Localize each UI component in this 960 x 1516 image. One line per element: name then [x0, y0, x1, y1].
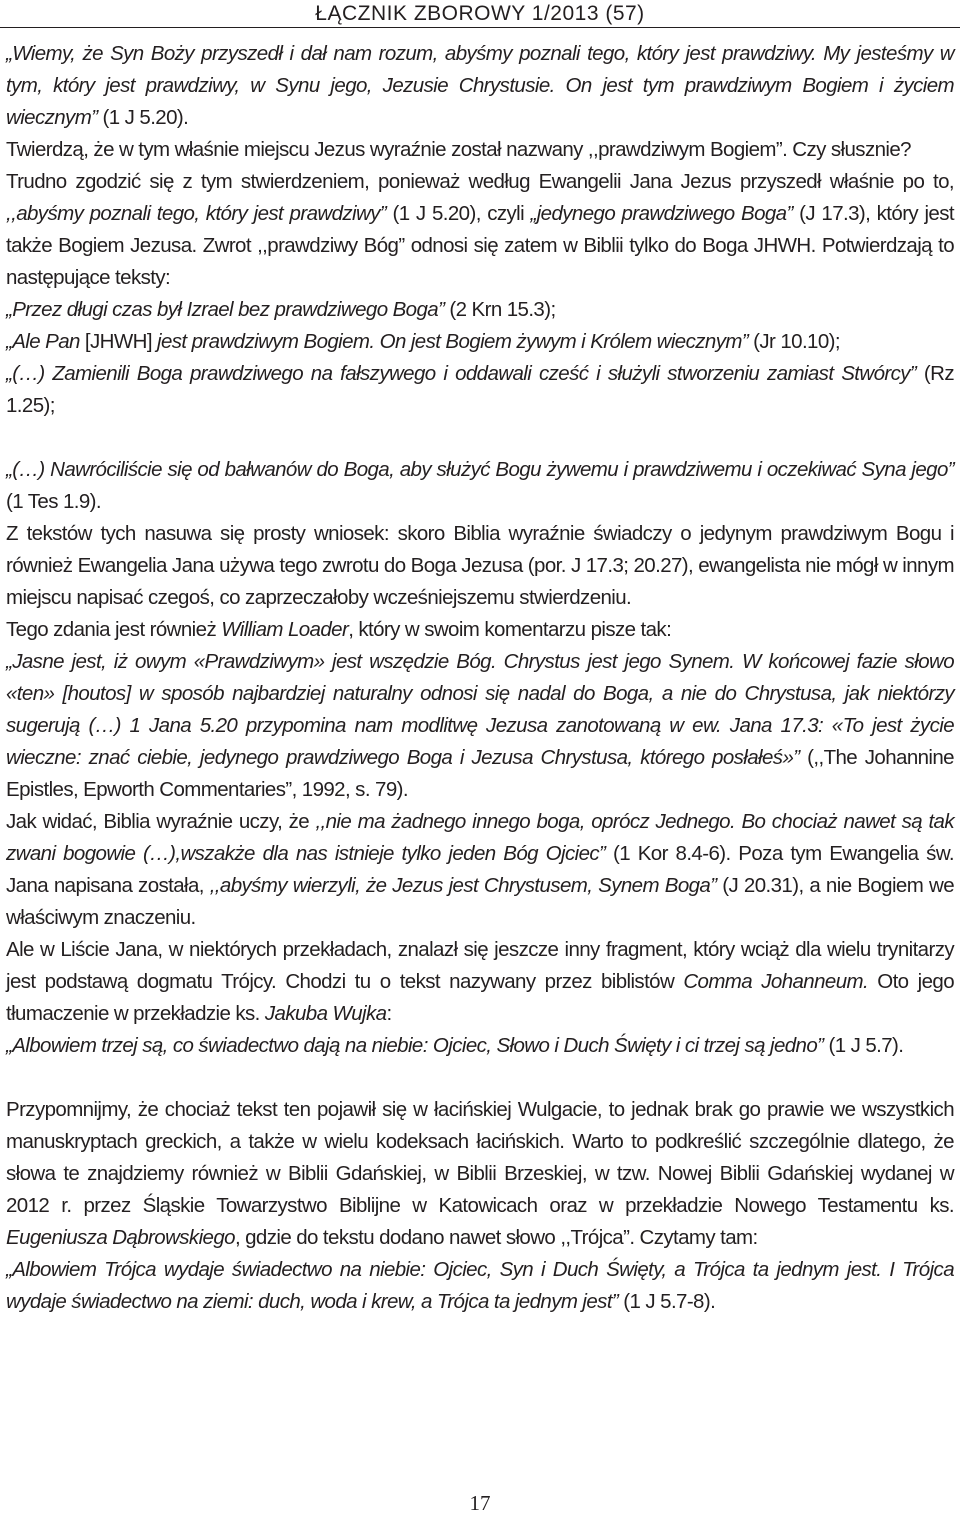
body-text: Twierdzą, że w tym właśnie miejscu Jezus wyraźnie został nazwany ,,prawdziwym Bogiem”. Czy słusznie? [6, 138, 911, 161]
body-text: Jak widać, Biblia wyraźnie uczy, że [6, 810, 316, 833]
body-text: (Jr 10.10); [748, 330, 840, 353]
paragraph-spacer [6, 1062, 954, 1094]
paragraph [6, 518, 954, 614]
quote-text: „(…) Zamienili Boga prawdziwego na fałszywego i oddawali cześć i służyli stworzeniu zamiast Stwórcy” [6, 362, 917, 385]
body-text: (1 J 5.7-8). [618, 1290, 716, 1313]
body-text: : [386, 1002, 392, 1025]
body-text: Trudno zgodzić się z tym stwierdzeniem, ponieważ według Ewangelii Jana Jezus przyszedł właśnie po to, [6, 170, 954, 193]
quote-text: „(…) Nawróciliście się od bałwanów do Boga, aby służyć Bogu żywemu i prawdziwemu i oczekiwać Syna jego” [6, 458, 954, 481]
quote-text: „Albowiem trzej są, co świadectwo dają na niebie: Ojciec, Słowo i Duch Święty i ci trzej są jedno” [6, 1034, 824, 1057]
paragraph [6, 1030, 954, 1062]
article-body [6, 38, 954, 1318]
quote-text: „Ale Pan [6, 330, 80, 353]
body-text: (1 Tes 1.9). [6, 490, 101, 513]
paragraph [6, 38, 954, 134]
body-text: Tego zdania jest również [6, 618, 222, 641]
paragraph-spacer [6, 422, 954, 454]
body-text: , gdzie do tekstu dodano nawet słowo ,,Trójca”. Czytamy tam: [234, 1226, 758, 1249]
quote-text: ,,abyśmy wierzyli, że Jezus jest Chrystusem, Synem Boga” [209, 874, 717, 897]
quote-text: „Jasne jest, iż owym «Prawdziwym» jest wszędzie Bóg. Chrystus jest jego Synem. W końcowej fazie słowo «ten» [houtos] w sposób najbardziej naturalny odnosi się nadal do Boga, a nie do Chrystusa, jak niektórzy sugerują (…) 1 Jana 5.20 przypomina nam modlitwę Jezusa zanotowaną w ew. Jana 17.3: «To jest życie wieczne: znać ciebie, jedynego prawdziwego Boga i Jezusa Chrystusa, którego posłałeś»” [6, 650, 954, 769]
paragraph [6, 358, 954, 422]
quote-text: „jedynego prawdziwego Boga” [530, 202, 793, 225]
paragraph [6, 1094, 954, 1254]
quote-text: „Wiemy, że Syn Boży przyszedł i dał nam rozum, abyśmy poznali tego, który jest prawdziwy. My jesteśmy w tym, który jest prawdziwy, w Synu jego, Jezusie Chrystusie. On jest tym prawdziwym Bogiem i życiem wiecznym” [6, 42, 954, 129]
body-text: [JHWH] [79, 330, 158, 353]
paragraph [6, 294, 954, 326]
paragraph [6, 934, 954, 1030]
header-rule [0, 27, 960, 28]
quote-text: Eugeniusza Dąbrowskiego [6, 1226, 235, 1249]
page-number: 17 [469, 1491, 491, 1515]
body-text: (J 20.31), a nie Bogiem we właściwym znaczeniu. [6, 874, 954, 929]
paragraph [6, 166, 954, 294]
quote-text: ,,nie ma żadnego innego boga, oprócz Jednego. Bo chociaż nawet są tak zwani bogowie (…),wszakże dla nas istnieje tylko jeden Bóg Ojciec” [6, 810, 954, 865]
quote-text: ,,abyśmy poznali tego, który jest prawdziwy” [6, 202, 387, 225]
paragraph [6, 134, 954, 166]
body-text: (Rz 1.25); [6, 362, 954, 417]
body-text: , który w swoim komentarzu pisze tak: [348, 618, 672, 641]
quote-text: jest prawdziwym Bogiem. On jest Bogiem żywym i Królem wiecznym” [157, 330, 749, 353]
quote-text: Jakuba Wujka [264, 1002, 387, 1025]
quote-text: „Albowiem Trójca wydaje świadectwo na niebie: Ojciec, Syn i Duch Święty, a Trójca ta jednym jest. I Trójca wydaje świadectwo na ziemi: duch, woda i krew, a Trójca ta jednym jest” [6, 1258, 954, 1313]
paragraph [6, 1254, 954, 1318]
quote-text: „Przez długi czas był Izrael bez prawdziwego Boga” [6, 298, 445, 321]
body-text: (1 Kor 8.4-6). Poza tym Ewangelia św. Jana napisana została, [6, 842, 955, 897]
quote-text: William Loader [221, 618, 349, 641]
body-text: (1 J 5.20), czyli [386, 202, 531, 225]
paragraph [6, 614, 954, 646]
body-text: (1 J 5.7). [823, 1034, 904, 1057]
body-text: Ale w Liście Jana, w niektórych przekładach, znalazł się jeszcze inny fragment, który wciąż dla wielu trynitarzy jest podstawą dogmatu Trójcy. Chodzi tu o tekst nazywany przez biblistów [6, 938, 954, 993]
body-text: (J 17.3), który jest także Bogiem Jezusa. Zwrot ,,prawdziwy Bóg” odnosi się zatem w Biblii tylko do Boga JHWH. Potwierdzają to następujące teksty: [6, 202, 954, 289]
paragraph [6, 326, 954, 358]
running-header: ŁĄCZNIK ZBOROWY 1/2013 (57) [315, 2, 645, 25]
paragraph [6, 646, 954, 806]
body-text: (2 Krn 15.3); [444, 298, 556, 321]
paragraph [6, 806, 954, 934]
body-text: Oto jego tłumaczenie w przekładzie ks. [6, 970, 954, 1025]
body-text: Przypomnijmy, że chociaż tekst ten pojawił się w łacińskiej Wulgacie, to jednak brak go prawie we wszystkich manuskryptach greckich, a także w wielu kodeksach łacińskich. Warto to podkreślić szczególnie dlatego, że słowa te znajdziemy również w Biblii Gdańskiej, w Biblii Brzeskiej, w tzw. Nowej Biblii Gdańskiej wydanej w 2012 r. przez Śląskie Towarzystwo Biblijne w Katowicach oraz w przekładzie Nowego Testamentu ks. [6, 1098, 954, 1217]
paragraph [6, 454, 954, 518]
quote-text: Comma Johanneum. [683, 970, 869, 993]
body-text: (,,The Johannine Epistles, Epworth Commentaries”, 1992, s. 79). [6, 746, 954, 801]
body-text: (1 J 5.20). [97, 106, 189, 129]
body-text: Z tekstów tych nasuwa się prosty wniosek: skoro Biblia wyraźnie świadczy o jedynym prawdziwym Bogu i również Ewangelia Jana używa tego zwrotu do Boga Jezusa (por. J 17.3; 20.27), ewangelista nie mógł w innym miejscu napisać czegoś, co zaprzeczałoby wcześniejszemu stwierdzeniu. [6, 522, 954, 609]
